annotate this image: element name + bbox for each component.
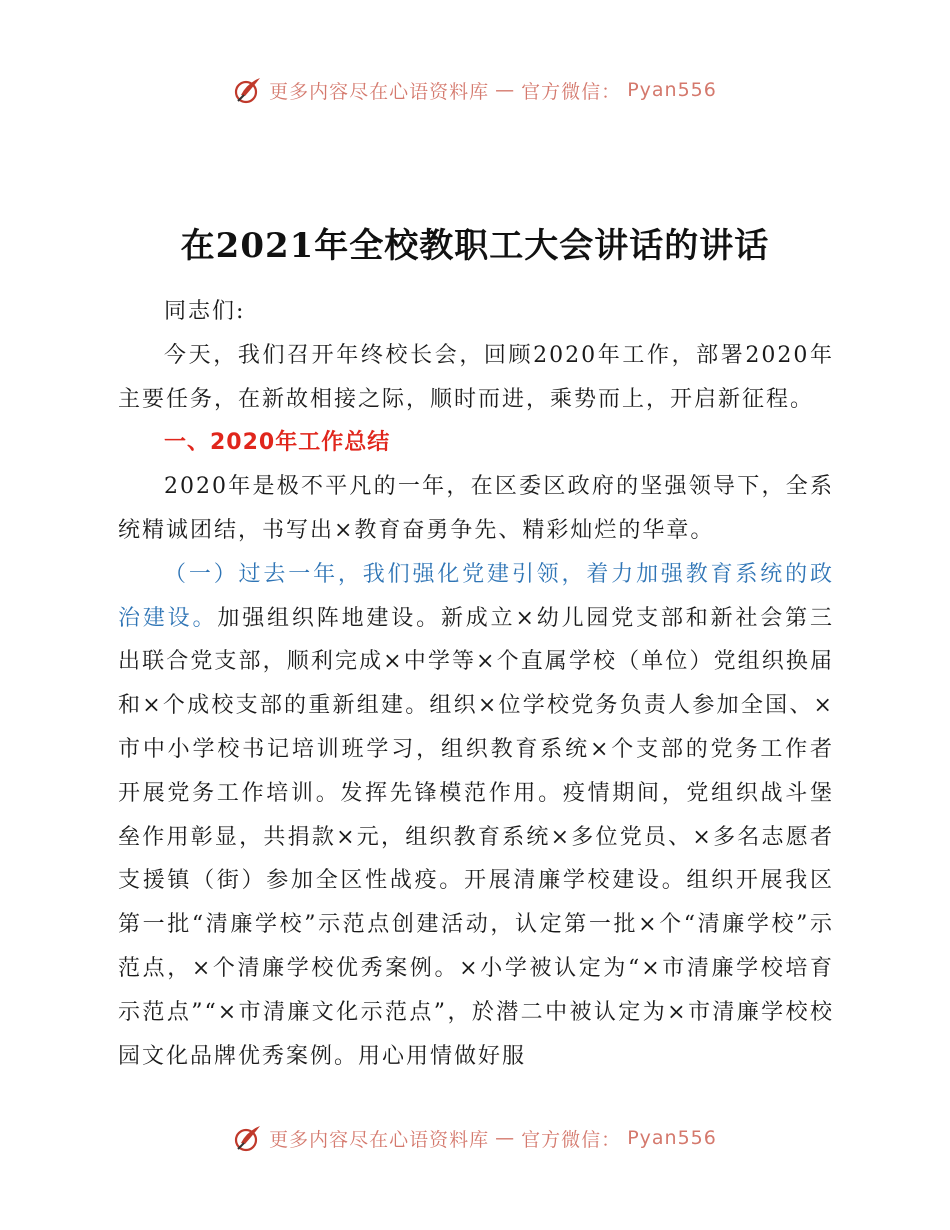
banner-text: 更多内容尽在心语资料库 [269, 80, 490, 103]
salutation: 同志们: [164, 299, 246, 324]
header-watermark-banner [0, 70, 950, 110]
banner-separator: — [495, 79, 516, 101]
banner-wechat-label: 官方微信： [521, 80, 622, 103]
section-heading: 一、2020年工作总结 [164, 430, 391, 456]
subsection-paragraph [118, 553, 834, 1079]
banner-wechat-id: Pyan556 [627, 79, 717, 101]
banner-wechat-id: Pyan556 [627, 1127, 717, 1149]
quill-logo-icon [233, 75, 263, 105]
intro-paragraph: 今天，我们召开年终校长会，回顾2020年工作，部署2020年主要任务，在新故相接之际，顺时而进，乘势而上，开启新征程。 [118, 342, 834, 412]
footer-watermark-banner [0, 1118, 950, 1158]
banner-wechat-label: 官方微信： [521, 1128, 622, 1151]
banner-text: 更多内容尽在心语资料库 [269, 1128, 490, 1151]
section-paragraph: 2020年是极不平凡的一年，在区委区政府的坚强领导下，全系统精诚团结，书写出×教育奋勇争先、精彩灿烂的华章。 [118, 474, 834, 543]
quill-logo-icon [233, 1123, 263, 1153]
subsection-body: 加强组织阵地建设。新成立×幼儿园党支部和新社会第三出联合党支部，顺利完成×中学等×个直属学校（单位）党组织换届和×个成校支部的重新组建。组织×位学校党务负责人参加全国、×市中小学校书记培训班学习，组织教育系统×个支部的党务工作者开展党务工作培训。发挥先锋模范作用。疫情期间，党组织战斗堡垒作用彰显，共捐款×元，组织教育系统×多位党员、×多名志愿者支援镇（街）参加全区性战疫。开展清廉学校建设。组织开展我区第一批“清廉学校”示范点创建活动，认定第一批×个“清廉学校”示范点，×个清廉学校优秀案例。×小学被认定为“×市清廉学校培育示范点”“×市清廉文化示范点”，於潜二中被认定为×市清廉学校校园文化品牌优秀案例。用心用情做好服 [118, 605, 834, 1069]
banner-separator: — [495, 1127, 516, 1149]
document-body [118, 290, 834, 1078]
document-title: 在2021年全校教职工大会讲话的讲话 [180, 226, 770, 266]
subsection-heading: （一）过去一年，我们强化党建引领，着力加强教育系统的政治建设。 [118, 561, 834, 631]
